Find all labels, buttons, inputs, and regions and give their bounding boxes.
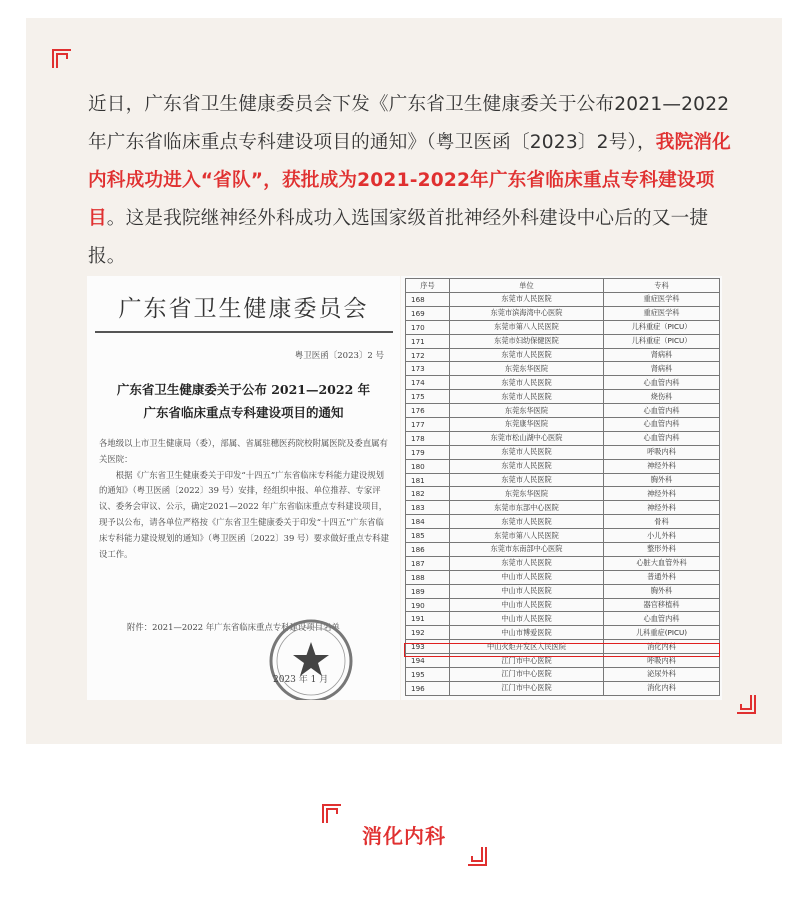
- table-row: [406, 654, 720, 668]
- row-specialty: 神经外科: [604, 501, 720, 515]
- row-specialty: 心血管内科: [604, 431, 720, 445]
- table-row: [406, 598, 720, 612]
- table-row: [406, 612, 720, 626]
- row-index: 186: [406, 543, 450, 557]
- row-specialty: 心血管内科: [604, 376, 720, 390]
- row-specialty: 胸外科: [604, 473, 720, 487]
- row-unit: 东莞市人民医院: [450, 376, 604, 390]
- table-row: [406, 487, 720, 501]
- row-index: 183: [406, 501, 450, 515]
- corner-ornament-bottom-right-icon: [735, 693, 757, 715]
- row-unit: 江门市中心医院: [450, 654, 604, 668]
- row-index: 185: [406, 529, 450, 543]
- row-index: 179: [406, 445, 450, 459]
- row-specialty: 普通外科: [604, 570, 720, 584]
- row-specialty: 儿科重症（PICU）: [604, 334, 720, 348]
- row-specialty: 消化内科: [604, 681, 720, 695]
- table-row: [406, 306, 720, 320]
- row-index: 181: [406, 473, 450, 487]
- table-row: [406, 390, 720, 404]
- table-row: [406, 459, 720, 473]
- row-unit: 东莞市人民医院: [450, 348, 604, 362]
- table-row: [406, 626, 720, 640]
- row-unit: 东莞市人民医院: [450, 390, 604, 404]
- row-index: 193: [406, 640, 450, 654]
- row-unit: 中山市人民医院: [450, 584, 604, 598]
- section-title: 消化内科: [362, 824, 446, 848]
- row-unit: 中山火炬开发区人民医院: [450, 640, 604, 654]
- row-index: 182: [406, 487, 450, 501]
- table-row: [406, 362, 720, 376]
- row-index: 194: [406, 654, 450, 668]
- row-index: 188: [406, 570, 450, 584]
- table-row: [406, 473, 720, 487]
- roster-table-image: [401, 276, 722, 700]
- row-index: 173: [406, 362, 450, 376]
- row-unit: 中山市人民医院: [450, 570, 604, 584]
- table-row: [406, 293, 720, 307]
- row-index: 171: [406, 334, 450, 348]
- table-row: [406, 529, 720, 543]
- row-unit: 东莞市人民医院: [450, 515, 604, 529]
- row-index: 190: [406, 598, 450, 612]
- corner-ornament-top-left-icon: [51, 48, 73, 70]
- table-row: [406, 501, 720, 515]
- row-specialty: 心脏大血管外科: [604, 556, 720, 570]
- header-divider: [95, 331, 393, 333]
- table-row: [406, 334, 720, 348]
- row-unit: 江门市中心医院: [450, 668, 604, 682]
- table-row: [406, 556, 720, 570]
- row-unit: 东莞市滨海湾中心医院: [450, 306, 604, 320]
- document-date: 2023 年 1 月: [273, 675, 329, 685]
- row-unit: 江门市中心医院: [450, 681, 604, 695]
- row-index: 196: [406, 681, 450, 695]
- table-row: [406, 543, 720, 557]
- row-specialty: 泌尿外科: [604, 668, 720, 682]
- row-unit: 东莞东华医院: [450, 362, 604, 376]
- row-unit: 东莞市东部中心医院: [450, 501, 604, 515]
- row-index: 174: [406, 376, 450, 390]
- table-row: [406, 404, 720, 418]
- row-unit: 东莞东华医院: [450, 487, 604, 501]
- row-index: 195: [406, 668, 450, 682]
- row-unit: 东莞市第八人民医院: [450, 320, 604, 334]
- row-unit: 中山市人民医院: [450, 612, 604, 626]
- highlight-text: 我院消化内科成功进入“省队”，获批成为2021-2022年广东省临床重点专科建设项目: [88, 132, 731, 229]
- row-unit: 东莞市妇幼保健医院: [450, 334, 604, 348]
- table-row: [406, 320, 720, 334]
- row-index: 180: [406, 459, 450, 473]
- row-index: 175: [406, 390, 450, 404]
- row-unit: 东莞东华医院: [450, 404, 604, 418]
- row-unit: 东莞康华医院: [450, 418, 604, 432]
- table-row: [406, 640, 720, 654]
- row-unit: 东莞市东南部中心医院: [450, 543, 604, 557]
- row-unit: 东莞市人民医院: [450, 459, 604, 473]
- table-header-row: [406, 279, 720, 293]
- table-row: [406, 348, 720, 362]
- row-specialty: 肾病科: [604, 348, 720, 362]
- table-row: [406, 418, 720, 432]
- header-specialty: 专科: [604, 279, 720, 293]
- row-specialty: 烧伤科: [604, 390, 720, 404]
- header-index: 序号: [406, 279, 450, 293]
- document-number: 粤卫医函〔2023〕2 号: [294, 351, 384, 361]
- row-index: 172: [406, 348, 450, 362]
- header-unit: 单位: [450, 279, 604, 293]
- row-specialty: 胸外科: [604, 584, 720, 598]
- row-unit: 东莞市第八人民医院: [450, 529, 604, 543]
- row-unit: 东莞市人民医院: [450, 556, 604, 570]
- table-row: [406, 515, 720, 529]
- document-addressee: 各地级以上市卫生健康局（委），部属、省属驻穗医药院校附属医院及委直属有关医院：: [99, 438, 388, 464]
- row-specialty: 心血管内科: [604, 612, 720, 626]
- document-main-text: 根据《广东省卫生健康委关于印发“十四五”广东省临床专科能力建设规划的通知》（粤卫医函〔2022〕39 号）安排，经组织申报、单位推荐、专家评议、委务会审议、公示，确定2021—2022 年广东省临床重点专科建设项目，现予以公布，请各单位严格按《广东省卫生健康委关于印发“十四五”广东省临床专科能力建设规划的通知》（粤卫医函〔2022〕39 号）要求做好重点专科建设工作。: [99, 469, 390, 559]
- row-index: 191: [406, 612, 450, 626]
- row-specialty: 肾病科: [604, 362, 720, 376]
- document-title-line2: 广东省临床重点专科建设项目的通知: [143, 405, 344, 420]
- row-index: 192: [406, 626, 450, 640]
- roster-table: [405, 278, 720, 696]
- row-specialty: 消化内科: [604, 640, 720, 654]
- table-row: [406, 431, 720, 445]
- table-row: [406, 570, 720, 584]
- notice-document-image: [87, 276, 400, 700]
- row-specialty: 儿科重症(PICU): [604, 626, 720, 640]
- row-specialty: 呼吸内科: [604, 654, 720, 668]
- row-unit: 中山市人民医院: [450, 598, 604, 612]
- row-index: 177: [406, 418, 450, 432]
- row-index: 189: [406, 584, 450, 598]
- document-header: 广东省卫生健康委员会: [118, 296, 369, 322]
- table-row: [406, 445, 720, 459]
- row-index: 187: [406, 556, 450, 570]
- section-ornament-right-icon: [466, 845, 488, 867]
- row-unit: 东莞市人民医院: [450, 473, 604, 487]
- row-specialty: 器官移植科: [604, 598, 720, 612]
- row-index: 176: [406, 404, 450, 418]
- row-specialty: 小儿外科: [604, 529, 720, 543]
- row-specialty: 儿科重症（PICU）: [604, 320, 720, 334]
- row-specialty: 心血管内科: [604, 404, 720, 418]
- table-row: [406, 376, 720, 390]
- official-seal-icon: [268, 618, 354, 700]
- row-index: 184: [406, 515, 450, 529]
- row-unit: 东莞市松山湖中心医院: [450, 431, 604, 445]
- row-specialty: 重症医学科: [604, 293, 720, 307]
- row-index: 170: [406, 320, 450, 334]
- row-specialty: 呼吸内科: [604, 445, 720, 459]
- row-specialty: 重症医学科: [604, 306, 720, 320]
- document-title-line1: 广东省卫生健康委关于公布 2021—2022 年: [116, 382, 371, 397]
- table-row: [406, 584, 720, 598]
- row-specialty: 神经外科: [604, 487, 720, 501]
- row-unit: 中山市博爱医院: [450, 626, 604, 640]
- row-index: 178: [406, 431, 450, 445]
- row-unit: 东莞市人民医院: [450, 293, 604, 307]
- row-specialty: 整形外科: [604, 543, 720, 557]
- document-body: [99, 436, 391, 562]
- row-index: 168: [406, 293, 450, 307]
- document-attachment: 附件：2021—2022 年广东省临床重点专科建设项目名单: [127, 622, 340, 632]
- row-specialty: 神经外科: [604, 459, 720, 473]
- table-row: [406, 668, 720, 682]
- intro-paragraph: 近日，广东省卫生健康委员会下发《广东省卫生健康委关于公布2021—2022年广东省临床重点专科建设项目的通知》（粤卫医函〔2023〕2号），我院消化内科成功进入“省队”，获批成为2021-2022年广东省临床重点专科建设项目。这是我院继神经外科成功入选国家级首批神经外科建设中心后的又一捷报。: [88, 94, 731, 267]
- row-specialty: 心血管内科: [604, 418, 720, 432]
- row-specialty: 骨科: [604, 515, 720, 529]
- row-unit: 东莞市人民医院: [450, 445, 604, 459]
- row-index: 169: [406, 306, 450, 320]
- table-row: [406, 681, 720, 695]
